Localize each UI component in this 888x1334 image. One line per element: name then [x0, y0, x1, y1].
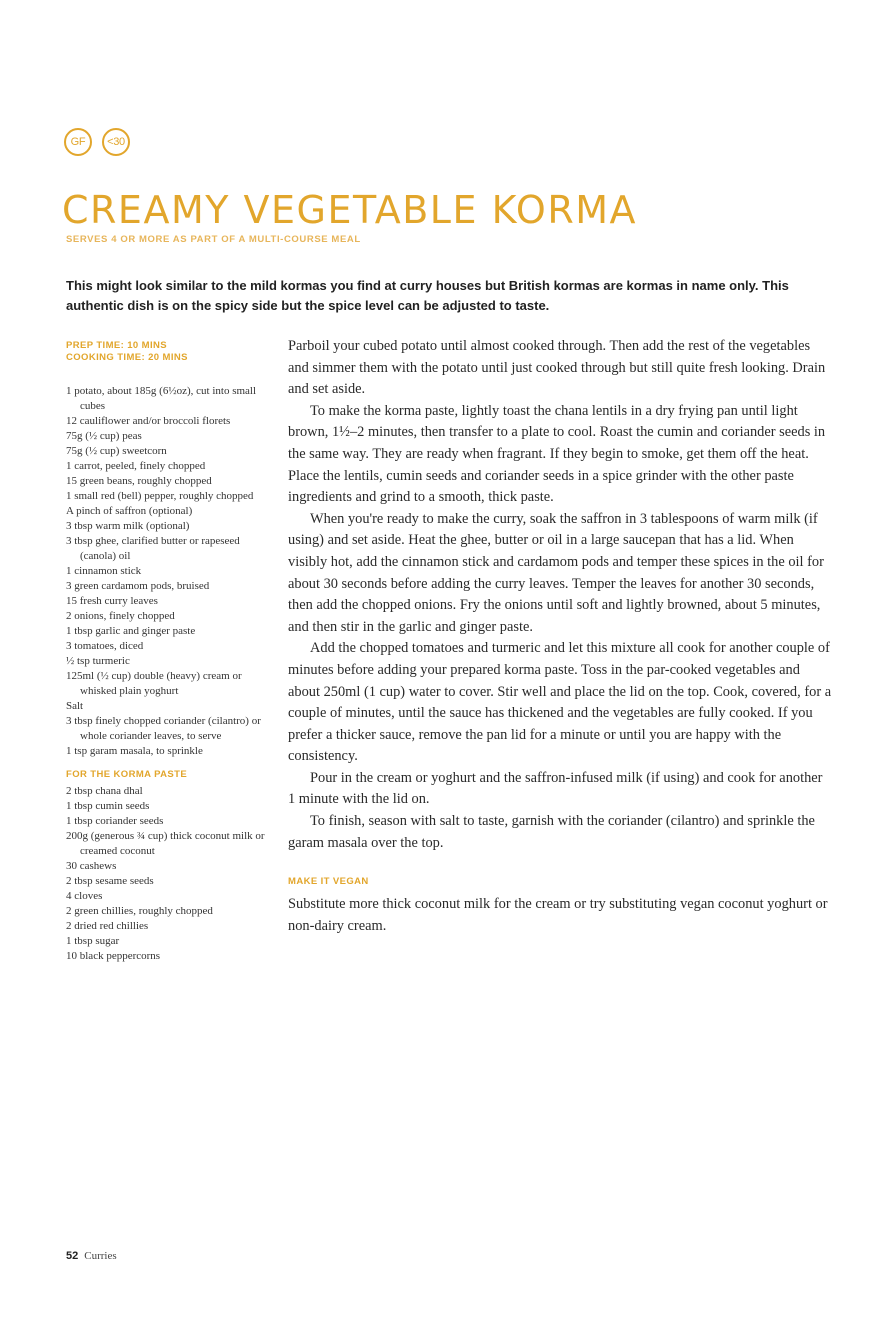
method-step: When you're ready to make the curry, soak the saffron in 3 tablespoons of warm milk (if using) and set aside. Heat the ghee, butter or oil in a large saucepan that has a lid. When visibly hot, add the cinnamon stick and cardamom pods and temper these spices in the oil for about 30 seconds before adding the curry leaves. Temper the leaves for another 30 seconds, then add the chopped onions. Fry the onions until soft and lightly browned, about 5 minutes, and then stir in the garlic and ginger paste.	[288, 510, 824, 635]
make-it-vegan-label: MAKE IT VEGAN	[288, 876, 369, 888]
ingredient-item: ½ tsp turmeric	[66, 655, 130, 667]
paste-ingredient-item: 2 tbsp chana dhal	[66, 785, 143, 797]
paste-ingredient-item: 30 cashews	[66, 860, 117, 872]
paste-ingredient-item: 1 tbsp sugar	[66, 935, 120, 947]
ingredient-item: Salt	[66, 700, 84, 712]
vegan-tip: Substitute more thick coconut milk for the cream or try substituting vegan coconut yoghurt or non-dairy cream.	[288, 896, 828, 934]
method-step: To finish, season with salt to taste, garnish with the coriander (cilantro) and sprinkle the garam masala over the top.	[288, 813, 815, 851]
ingredient-item: 3 tomatoes, diced	[66, 640, 144, 652]
ingredient-item: 1 carrot, peeled, finely chopped	[66, 460, 206, 472]
ingredient-item: 75g (½ cup) peas	[66, 430, 142, 442]
paste-ingredient-item: 200g (generous ¾ cup) thick coconut milk or creamed coconut	[66, 830, 265, 857]
page-footer	[66, 1250, 117, 1262]
method-step: Parboil your cubed potato until almost cooked through. Then add the rest of the vegetables and simmer them with the potato until just cooked through but still quite fresh looking. Drain and set aside.	[288, 338, 826, 398]
korma-paste-list	[66, 784, 266, 964]
under-30-minutes-badge: <30	[102, 128, 130, 156]
ingredient-item: 75g (½ cup) sweetcorn	[66, 445, 167, 457]
gluten-free-badge: GF	[64, 128, 92, 156]
page-number: 52	[66, 1250, 79, 1262]
method-column	[288, 336, 833, 937]
servings-subtitle: SERVES 4 OR MORE AS PART OF A MULTI-COURSE MEAL	[66, 234, 361, 245]
paste-ingredient-item: 2 dried red chillies	[66, 920, 149, 932]
ingredient-item: 1 potato, about 185g (6½oz), cut into small cubes	[66, 385, 257, 412]
ingredient-item: 15 fresh curry leaves	[66, 595, 158, 607]
prep-time: PREP TIME: 10 MINS	[66, 340, 167, 351]
ingredient-item: 1 tsp garam masala, to sprinkle	[66, 745, 203, 757]
ingredient-item: 2 onions, finely chopped	[66, 610, 175, 622]
ingredient-item: 12 cauliflower and/or broccoli florets	[66, 415, 231, 427]
paste-ingredient-item: 1 tbsp coriander seeds	[66, 815, 164, 827]
ingredient-item: 1 cinnamon stick	[66, 565, 142, 577]
paste-ingredient-item: 1 tbsp cumin seeds	[66, 800, 150, 812]
korma-paste-label: FOR THE KORMA PASTE	[66, 769, 188, 780]
dietary-badges	[64, 128, 130, 156]
paste-ingredient-item: 4 cloves	[66, 890, 103, 902]
paste-ingredient-item: 2 green chillies, roughly chopped	[66, 905, 213, 917]
paste-ingredient-item: 10 black peppercorns	[66, 950, 161, 962]
ingredients-column	[66, 340, 266, 964]
section-name: Curries	[84, 1250, 117, 1262]
ingredient-item: 125ml (½ cup) double (heavy) cream or whisked plain yoghurt	[66, 670, 242, 697]
ingredient-item: 15 green beans, roughly chopped	[66, 475, 212, 487]
method-steps	[288, 336, 833, 854]
ingredient-item: 1 tbsp garlic and ginger paste	[66, 625, 196, 637]
method-step: Add the chopped tomatoes and turmeric and let this mixture all cook for another couple of minutes before adding your prepared korma paste. Toss in the par-cooked vegetables and about 250ml (1 cup) water to cover. Stir well and place the lid on the top. Cook, covered, for a couple of minutes, until the sauce has thickened and the vegetables are fully cooked. If you prefer a thicker sauce, remove the pan lid for a minute or until you are happy with the consistency.	[288, 640, 832, 765]
recipe-title: CREAMY VEGETABLE KORMA	[62, 188, 638, 232]
cooking-time: COOKING TIME: 20 MINS	[66, 352, 188, 363]
ingredient-item: A pinch of saffron (optional)	[66, 505, 193, 517]
intro-paragraph: This might look similar to the mild kormas you find at curry houses but British kormas are kormas in name only. This authentic dish is on the spicy side but the spice level can be adjusted to taste.	[66, 278, 789, 313]
ingredient-item: 3 tbsp warm milk (optional)	[66, 520, 190, 532]
method-step: To make the korma paste, lightly toast the chana lentils in a dry frying pan until light brown, 1½–2 minutes, then transfer to a plate to cool. Roast the cumin and coriander seeds in the same way. They are ready when fragrant. If they begin to smoke, get them off the heat. Place the lentils, cumin seeds and coriander seeds in a spice grinder with the other paste ingredients and grind to a smooth, thick paste.	[288, 402, 826, 506]
paste-ingredient-item: 2 tbsp sesame seeds	[66, 875, 154, 887]
ingredients-list	[66, 384, 266, 759]
method-step: Pour in the cream or yoghurt and the saffron-infused milk (if using) and cook for another 1 minute with the lid on.	[288, 769, 823, 808]
ingredient-item: 1 small red (bell) pepper, roughly chopped	[66, 490, 254, 502]
ingredient-item: 3 tbsp finely chopped coriander (cilantro) or whole coriander leaves, to serve	[66, 715, 261, 742]
ingredient-item: 3 tbsp ghee, clarified butter or rapeseed (canola) oil	[66, 535, 240, 562]
ingredient-item: 3 green cardamom pods, bruised	[66, 580, 210, 592]
